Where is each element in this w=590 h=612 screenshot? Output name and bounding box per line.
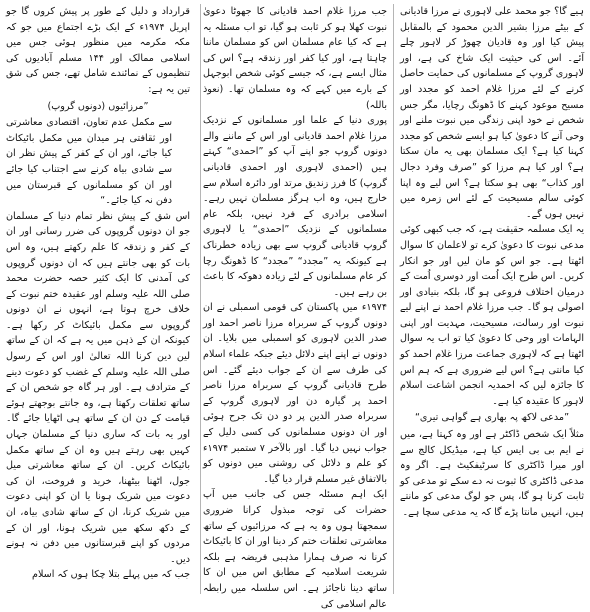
paragraph: جب کہ میں پہلے بتلا چکا ہوں کہ اسلام [32,569,190,581]
paragraph: جب مرزا غلام احمد قادیانی کا جھوٹا دعویٰ نبوت کھلا ہو کر ثابت ہو گیا، تو اب مسئلہ یہ ہے کہ کیا عام مسلمان اس کو مسلمان ماننا چاہتا ہے، اور کیا کفر اور زندقہ ہے؟ اس کی مثال ایسے ہے، کہ جیسے کوئی شخص ابوجہل کے بارے میں کہے کہ وہ مسلمان تھا۔ (نعوذ باللہ) [203,6,387,111]
paragraph: ہیے گا؟ جو محمد علی لاہوری نے مرزا قادیانی کے بیٹے مرزا بشیر الدین محمود کے بالمقابل پیش کیا اور وہ قادیان چھوڑ کر لاہور چلے آئے۔ اس کی حیثیت ایک شاخ کی ہے، اور لاہوری گروپ کے مسلمانوں کی حمایت حاصل کرنے کے لئے مرزا غلام احمد کو مجدد اور مسیح موعود کہنے کا ڈھونگ رچایا، مگر جس شخص نے خود اپنی زندگی میں نبوت ملنے اور وحی آنے کا دعویٰ کیا ہو ایسے شخص کو مجدد کہنا کیا ہے؟ ایک مسلمان بھی یہ مان سکتا ہے؟ اور کیا ہم مرزا کو ”صرف وفرد دجال اور کذاب“ بھی ہو سکتا ہے؟ اس لیے وہ اپنا کوئی سالم مسیحیت کے لئے اس زمرہ میں نہیں ہوں گے۔ [400,6,584,220]
column-middle [203,4,387,610]
paragraph: سے مکمل عدم تعاون، اقتصادی معاشرتی اور ثقافتی ہر میدان میں مکمل بائیکاٹ کیا جائے، اور ان کے کفر کے پیش نظر ان سے شادی بیاہ کرنے سے اجتناب کیا جائے اور ان کو مسلمانوں کے قبرستان میں دفن نہ کیا جائے۔“ [6,117,172,207]
paragraph: یہ ایک مسلمہ حقیقت ہے، کہ جب کبھی کوئی مدعی نبوت کا دعویٰ کرے تو لاعلمان کا سوال اٹھتا ہے۔ جو اس کو مان لیں اور جو انکار کریں۔ اس طرح ایک اُمت اور دوسری اُمت کے درمیان اختلاف فروعی ہو گا، بلکہ بنیادی اور اصولی ہو گا۔ جب مرزا غلام احمد نے اپنے لیے نبوت اور رسالت، مسیحیت، مہدیت اور اپنی الہامات اور وحی کا دعویٰ کیا تو اب یہ سوال اٹھتا ہے کہ لاہوری جماعت مرزا غلام احمد کو کیا مانتی ہے؟ اس لیے ضروری ہے کہ ہم اس کا جائزہ لیں کہ احمدیہ انجمن اشاعت اسلام لاہور کا عقیدہ کیا ہے۔ [400,224,584,407]
paragraph: ایک اہم مسئلہ جس کی جانب میں آپ حضرات کی توجہ مبذول کرانا ضروری سمجھتا ہوں وہ یہ ہے کہ مرزائیوں کے ساتھ معاشرتی تعلقات ختم کر دینا اور ان کا بائیکاٹ کرنا نہ صرف ہمارا مذہبی فریضہ ہے بلکہ شریعت اسلامیہ کے مطابق اس میں ان کا ساتھ دینا ناجائز ہے۔ اس سلسلہ میں رابطہ عالم اسلامی کی [203,489,387,610]
paragraph: پوری دنیا کے علما اور مسلمانوں کے نزدیک مرزا غلام احمد قادیانی اور اس کے ماننے والے دونوں گروپ جو اپنے آپ کو ”احمدی“ کہتے ہیں (احمدی لاہوری اور احمدی قادیانی گروپ) کا فرز زندیق مرتد اور دائرہ اسلام سے خارج ہیں، وہ اب ہرگز مسلمان نہیں رہے۔ اسلامی برادری کے فرد نہیں، بلکہ عام مسلمانوں کے نزدیک ”احمدی“ یا لاہوری گروپ قادیانی گروپ سے بھی زیادہ خطرناک ہے کیونکہ یہ ”مجدد“ ”مجدد“ کا ڈھونگ رچا کر عام مسلمانوں کے لئے زیادہ دھوکہ کا باعث بن رہے ہیں۔ [203,115,387,298]
quote-line: ”مرزائیوں (دونوں گروپ) [47,100,149,112]
column-right [400,4,584,594]
paragraph: ۱۹۷۴ء میں پاکستان کی قومی اسمبلی نے ان دونوں گروپ کے سربراہ مرزا ناصر احمد اور صدر الدین لاہوری کو اسمبلی میں بلایا۔ ان دونوں نے اپنے اپنے دلائل دیئے جبکہ علماء اسلام کی طرف سے ان کے جواب دیئے گئے۔ اس طرح قادیانی گروپ کے سربراہ مرزا ناصر احمد پر گیارہ دن اور لاہوری گروپ کے سربراہ صدر الدین پر دو دن تک جرح ہوئی اور ان دونوں مسلمانوں کی کسی دلیل کے جواب نہیں دیا گیا۔ اور بالآخر ۷ ستمبر ۱۹۷۴ء کو علم و دلائل کی روشنی میں دونوں کو بالاتفاق غیر مسلم قرار دیا گیا۔ [203,302,387,485]
quote-line: ”مدعی لاکھ پہ بھاری ہے گواہی تیری“ [414,412,570,424]
paragraph: قرارداد و دلیل کے طور پر پیش کروں گا جو اپریل ۱۹۷۴ء کے ایک بڑے اجتماع میں جو کہ مکہ مکرمہ میں منظور ہوئی جس میں اسلامی ممالک اور ۱۴۴ مسلم آبادیوں کی تنظیموں کے نمائندے شامل تھے، جس کی شق تین یہ ہے: [6,6,190,95]
column-divider [200,4,201,594]
document-page [6,4,584,610]
paragraph: اس شق کے پیش نظر تمام دنیا کے مسلمان جو ان دونوں گروپوں کی ضرر رسانی اور ان کے کفر و زندقہ کا علم رکھتے ہیں، وہ اس بات کو بھی جانتے ہیں کہ ان دونوں گروپوں کی آمدنی کا ایک کثیر حصہ حضرت محمد صلی اللہ علیہ وسلم اور عقیدہ ختم نبوت کے خلاف خرچ ہوتا ہے، انہوں نے ان دونوں گروپوں سے مکمل بائیکاٹ کر رکھا ہے۔ کیونکہ ان کے ذہن میں یہ ہے کہ ان کے ساتھ لین دین کرنا اللہ تعالیٰ اور اس کے رسول صلی اللہ علیہ وسلم کے غضب کو دعوت دینے کے مترادف ہے۔ اور ہر گاہ جو شخص ان کے ساتھ تعلقات رکھتا ہے، وہ جانتے بوجھتے ہوئے قیامت کے دن ان کے ساتھ ہی اٹھایا جائے گا۔ اور یہ بات کہ ساری دنیا کے مسلمان جہاں کہیں بھی رہتے ہیں وہ ان کے ساتھ مکمل بائیکاٹ کریں۔ ان کے ساتھ معاشرتی میل جول، اٹھنا بیٹھنا، خرید و فروخت، ان کی دعوت میں شریک ہونا یا ان کو اپنی دعوت میں شریک کرنا، ان کے ساتھ شادی بیاہ، ان کے دکھ سکھ میں شریک ہونا، اور ان کے مردوں کو اپنے قبرستانوں میں دفن نہ ہونے دیں۔ [6,210,190,565]
column-divider [393,4,394,594]
paragraph: مثلاً ایک شخص ڈاکٹر ہے اور وہ کہتا ہے، میں نے ایم بی بی ایس کیا ہے، میڈیکل کالج سے اور میرا ڈاکٹری کا سرٹیفکیٹ ہے۔ اگر وہ مدعی ڈاکٹری کا ثبوت نہ دے سکے تو مدعی کو ثابت کرنا ہو گا، پس جو لوگ مدعی کو مانتے ہیں، انہیں مانتا پڑے گا کہ یہ مدعی سچا ہے۔ [400,429,584,518]
column-left [6,4,190,594]
